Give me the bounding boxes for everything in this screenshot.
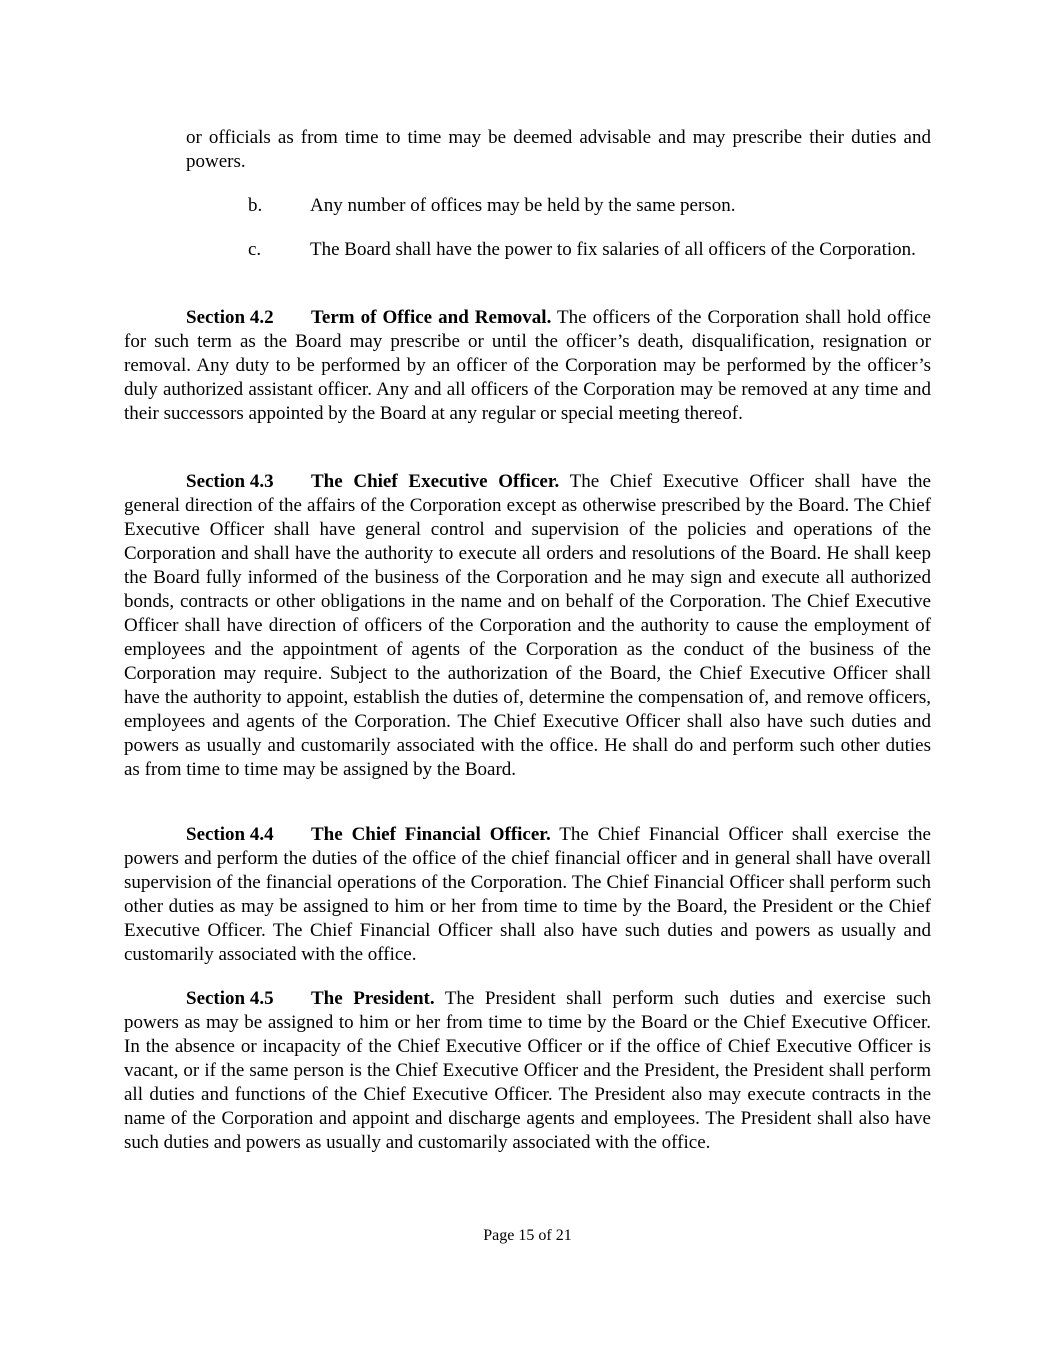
list-item-text: The Board shall have the power to fix salaries of all officers of the Corporation. bbox=[310, 239, 916, 260]
section-4-4-paragraph bbox=[124, 823, 931, 967]
page-number-footer: Page 15 of 21 bbox=[483, 1227, 572, 1244]
section-body: The President shall perform such duties and exercise such powers as may be assigned to him or her from time to time by the Board or the Chief Executive Officer. In the absence or incapacity of the Chief Executive Officer or if the office of Chief Executive Officer is vacant, or if the same person is the Chief Executive Officer and the President, the President shall perform all duties and functions of the Chief Executive Officer. The President also may execute contracts in the name of the Corporation and appoint and discharge agents and employees. The President shall also have such duties and powers as usually and customarily associated with the office. bbox=[124, 988, 931, 1153]
section-title: The Chief Executive Officer. bbox=[311, 471, 560, 492]
section-number: Section 4.3 bbox=[186, 471, 274, 492]
section-body: The Chief Financial Officer shall exercise the powers and perform the duties of the office of the chief financial officer and in general shall have overall supervision of the financial operations of the Corporation. The Chief Financial Officer shall perform such other duties as may be assigned to him or her from time to time by the Board, the President or the Chief Executive Officer. The Chief Financial Officer shall also have such duties and powers as usually and customarily associated with the office. bbox=[124, 824, 931, 965]
list-marker: c. bbox=[248, 239, 262, 260]
list-item-c bbox=[186, 238, 931, 262]
section-number: Section 4.5 bbox=[186, 988, 274, 1009]
section-number: Section 4.2 bbox=[186, 307, 274, 328]
list-item-text: Any number of offices may be held by the same person. bbox=[310, 195, 736, 216]
section-body: The Chief Executive Officer shall have the general direction of the affairs of the Corporation except as otherwise prescribed by the Board. The Chief Executive Officer shall have general control and supervision of the policies and operations of the Corporation and shall have the authority to execute all orders and resolutions of the Board. He shall keep the Board fully informed of the business of the Corporation and he may sign and execute all authorized bonds, contracts or other obligations in the name and on behalf of the Corporation. The Chief Executive Officer shall have direction of officers of the Corporation and the authority to cause the employment of employees and the appointment of agents of the Corporation as the conduct of the business of the Corporation may require. Subject to the authorization of the Board, the Chief Executive Officer shall have the authority to appoint, establish the duties of, determine the compensation of, and remove officers, employees and agents of the Corporation. The Chief Executive Officer shall also have such duties and powers as usually and customarily associated with the office. He shall do and perform such other duties as from time to time may be assigned by the Board. bbox=[124, 471, 931, 780]
section-number: Section 4.4 bbox=[186, 824, 274, 845]
section-title: The President. bbox=[311, 988, 435, 1009]
section-title: The Chief Financial Officer. bbox=[311, 824, 551, 845]
section-title: Term of Office and Removal. bbox=[311, 307, 552, 328]
section-4-2-paragraph bbox=[124, 306, 931, 426]
list-marker: b. bbox=[248, 195, 263, 216]
list-item-b bbox=[248, 194, 931, 218]
section-body: The officers of the Corporation shall hold office for such term as the Board may prescribe or until the officer’s death, disqualification, resignation or removal. Any duty to be performed by an officer of the Corporation may be performed by the officer’s duly authorized assistant officer. Any and all officers of the Corporation may be removed at any time and their successors appointed by the Board at any regular or special meeting thereof. bbox=[124, 307, 931, 424]
section-4-5-paragraph bbox=[124, 987, 931, 1155]
section-4-3-paragraph bbox=[124, 470, 931, 782]
continuation-paragraph: or officials as from time to time may be deemed advisable and may prescribe their duties and powers. bbox=[186, 127, 931, 172]
